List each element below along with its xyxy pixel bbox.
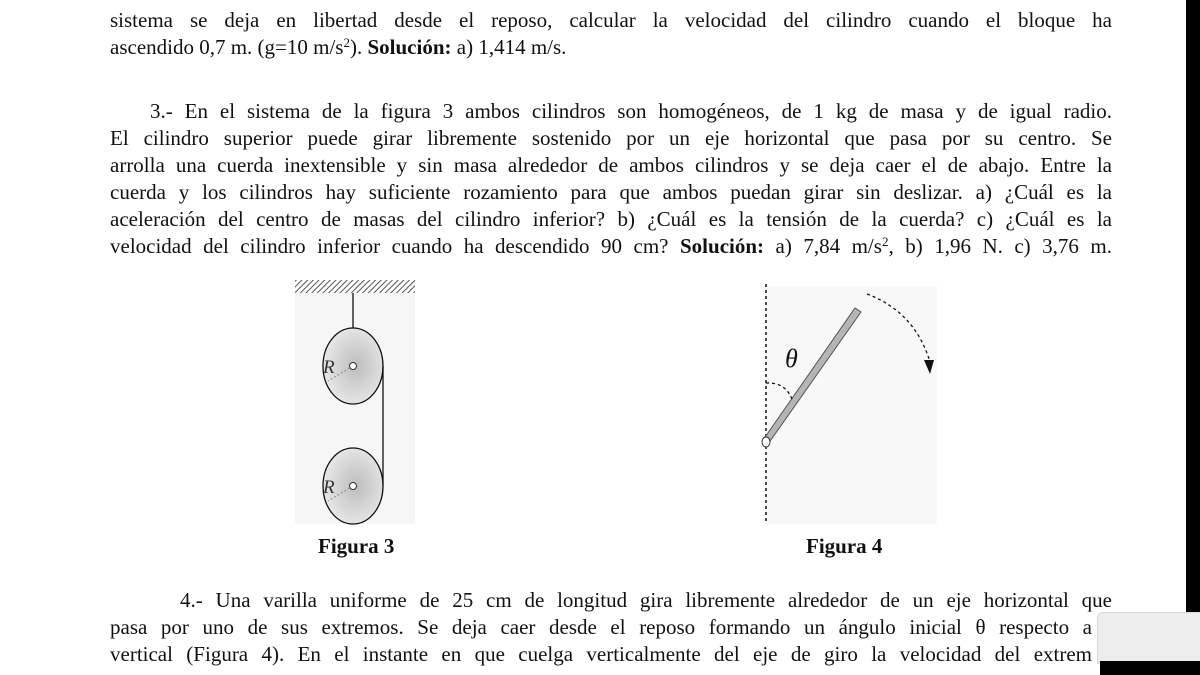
radius-label-bottom: R xyxy=(323,477,335,498)
solution-label: Solución: xyxy=(367,35,452,59)
figure-3-cylinders xyxy=(292,278,418,528)
problem2-line: sistema se deja en libertad desde el reposo, calcular la velocidad del cilindro cuando el bloque ha xyxy=(110,8,1112,32)
angle-label: θ xyxy=(785,344,798,373)
problem3-line: aceleración del centro de masas del cilindro inferior? b) ¿Cuál es la tensión de la cuerda? c) ¿Cuál es la xyxy=(110,207,1112,231)
screen-edge-bar xyxy=(1186,0,1200,675)
problem4-line: vertical (Figura 4). En el instante en que cuelga verticalmente del eje de giro la velocidad del extrem xyxy=(110,642,1092,666)
problem3-solution-line xyxy=(110,233,1112,259)
pivot xyxy=(762,437,770,447)
ceiling-support xyxy=(295,280,415,293)
radius-label-top: R xyxy=(323,357,335,378)
problem4-line: pasa por uno de sus extremos. Se deja caer desde el reposo formando un ángulo inicial θ respecto a xyxy=(110,615,1092,639)
problem3-line: El cilindro superior puede girar libremente sostenido por un eje horizontal que pasa por su centro. Se xyxy=(110,126,1112,150)
solution-value: , b) 1,96 N. c) 3,76 m. xyxy=(888,234,1113,258)
text: ). xyxy=(349,35,368,59)
problem3-line: 3.- En el sistema de la figura 3 ambos cilindros son homogéneos, de 1 kg de masa y de igual radio. xyxy=(150,99,1112,123)
problem3-line: cuerda y los cilindros hay suficiente rozamiento para que ambos puedan girar sin deslizar. a) ¿Cuál es la xyxy=(110,180,1112,204)
text: velocidad del cilindro inferior cuando ha descendido 90 cm? xyxy=(110,234,680,258)
solution-value: a) 7,84 m/s xyxy=(764,234,882,258)
problem2-solution-line xyxy=(110,34,1112,60)
problem4-line: 4.- Una varilla uniforme de 25 cm de longitud gira libremente alrededor de un eje horizontal que xyxy=(180,588,1112,612)
figure-4-rod xyxy=(755,282,940,527)
solution-label: Solución: xyxy=(680,234,765,258)
solution-value: a) 1,414 m/s. xyxy=(451,35,567,59)
overlay-bottom-bar xyxy=(1100,661,1200,675)
figure-4-caption: Figura 4 xyxy=(806,534,883,558)
superscript: 2 xyxy=(343,35,350,50)
text: ascendido 0,7 m. (g=10 m/s xyxy=(110,35,344,59)
superscript: 2 xyxy=(881,234,889,249)
overlay-panel[interactable] xyxy=(1097,612,1200,664)
problem3-line: arrolla una cuerda inextensible y sin masa alrededor de ambos cilindros y se deja caer el de abajo. Entre la xyxy=(110,153,1112,177)
figure-3-caption: Figura 3 xyxy=(318,534,395,558)
